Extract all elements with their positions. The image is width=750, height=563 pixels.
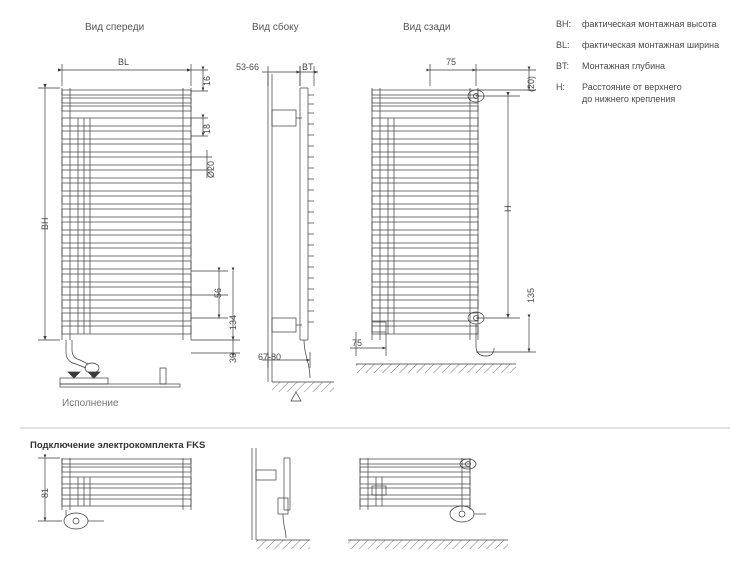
dim-56: 56 [213,287,223,298]
dim-53-66: 53-66 [236,62,260,72]
view-title-front: Вид спереди [85,22,145,33]
legend-key-bh: BH: [556,19,572,29]
section-title-fks: Подключение электрокомплекта FKS [30,440,206,451]
dim-75-bottom: 75 [352,338,363,348]
dim-bt: BT [302,62,314,72]
legend-value-bt: Монтажная глубина [582,61,666,71]
dim-20-paren: (20) [526,75,536,92]
dim-bh: BH [40,217,50,230]
legend-value-h-line2: до нижнего крепления [582,94,676,104]
dim-135: 135 [526,287,536,303]
legend-value-bl: фактическая монтажная ширина [582,40,720,50]
dim-diameter-20: Ø20 [206,160,216,178]
dim-30: 30 [228,352,238,363]
dim-75-top: 75 [446,57,457,67]
dim-134: 134 [228,314,238,330]
legend-key-bl: BL: [556,40,570,50]
dim-18: 18 [202,123,212,134]
fks-section-group [38,448,508,549]
legend-key-bt: BT: [556,61,570,71]
caption-execution: Исполнение [62,398,119,409]
dim-bl: BL [118,57,130,67]
dim-16: 16 [202,75,212,86]
back-view-group [350,64,536,373]
legend-key-h: H: [556,82,565,92]
dim-67-80: 67-80 [258,352,282,362]
front-view-group [38,64,240,387]
side-view-group [262,66,334,401]
view-title-side: Вид сбоку [252,22,299,33]
dim-h: H [503,205,513,212]
legend-value-h-line1: Расстояние от верхнего [582,82,682,92]
legend-value-bh: фактическая монтажная высота [582,19,717,29]
view-title-back: Вид сзади [403,22,451,33]
dim-81: 81 [40,487,50,498]
